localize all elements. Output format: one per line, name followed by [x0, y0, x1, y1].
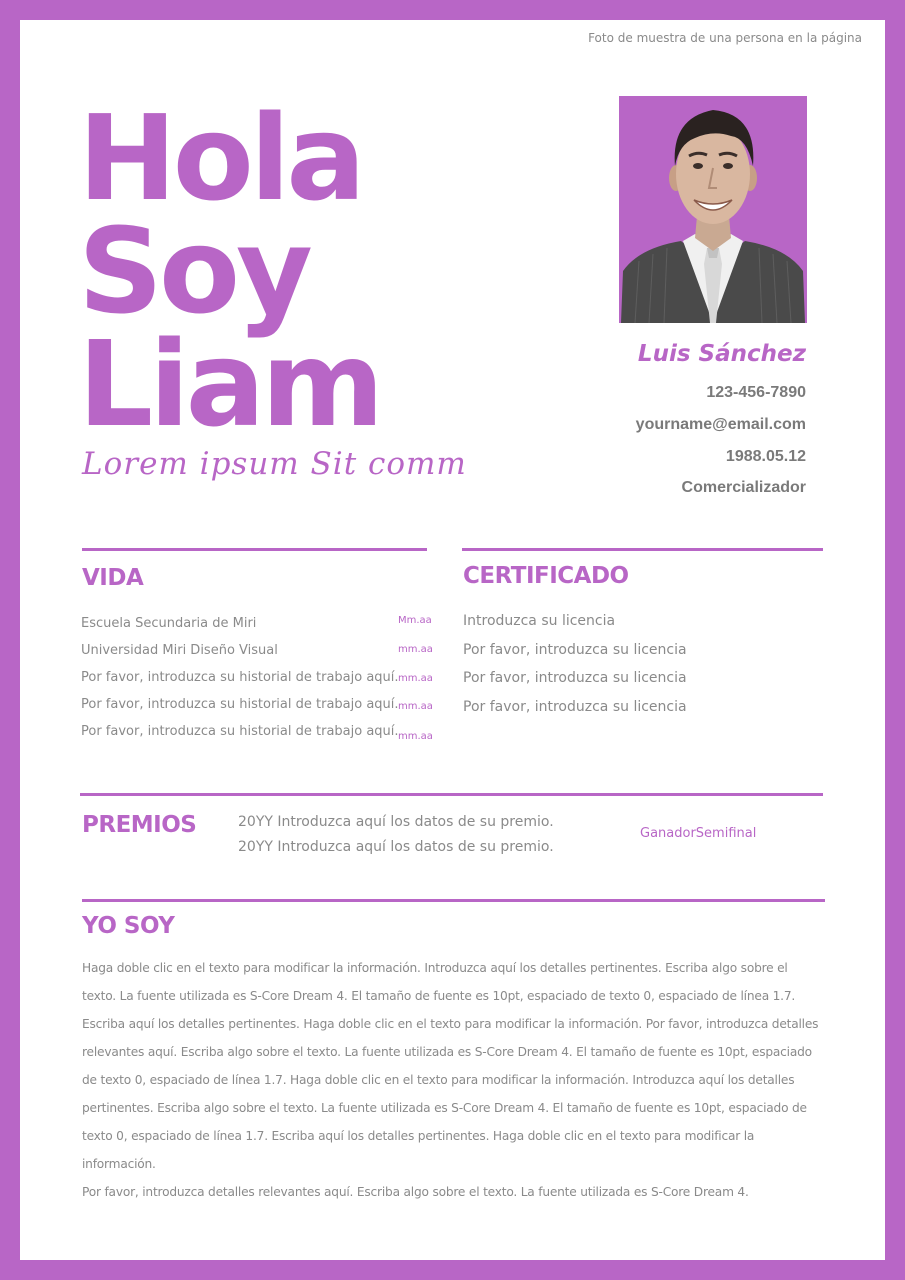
vida-item-date: mm.aa	[398, 644, 433, 655]
email-address: yourname@email.com	[635, 416, 806, 433]
photo-note: Foto de muestra de una persona en la página	[588, 31, 862, 45]
bio-line: Haga doble clic en el texto para modificar la información. Introduzca aquí los detalles pertinentes. Escriba algo sobre el	[82, 961, 788, 975]
bio-line: pertinentes. Escriba algo sobre el texto. La fuente utilizada es S-Core Dream 4. El tamaño de fuente es 10pt, espaciado de	[82, 1101, 807, 1115]
bio-line: Por favor, introduzca detalles relevantes aquí. Escriba algo sobre el texto. La fuente utilizada es S-Core Dream 4.	[82, 1185, 749, 1199]
profile-photo	[619, 96, 807, 323]
vida-item-text: Por favor, introduzca su historial de trabajo aquí.	[81, 670, 399, 685]
premios-heading: PREMIOS	[82, 812, 197, 838]
yo-soy-divider	[82, 899, 825, 902]
vida-divider	[82, 548, 427, 551]
cert-item: Por favor, introduzca su licencia	[463, 670, 687, 686]
birth-date: 1988.05.12	[725, 448, 806, 465]
vida-item-text: Universidad Miri Diseño Visual	[81, 643, 278, 658]
hero-subtitle: Lorem ipsum Sit comm	[82, 446, 467, 482]
cert-item: Por favor, introduzca su licencia	[463, 699, 687, 715]
bio-line: texto. La fuente utilizada es S-Core Dream 4. El tamaño de fuente es 10pt, espaciado de texto 0, espaciado de línea 1.7.	[82, 989, 796, 1003]
certificado-divider	[462, 548, 823, 551]
award-tag: GanadorSemifinal	[640, 826, 757, 841]
bio-line: Escriba aquí los detalles pertinentes. Haga doble clic en el texto para modificar la información. Por favor, introduzca detalles	[82, 1017, 819, 1031]
bio-line: texto 0, espaciado de línea 1.7. Escriba aquí los detalles pertinentes. Haga doble clic en el texto para modificar la información.	[82, 1129, 755, 1171]
person-portrait-image	[619, 96, 807, 323]
yo-soy-heading: YO SOY	[82, 913, 175, 939]
vida-item-date: mm.aa	[398, 673, 433, 684]
hero-title	[78, 89, 381, 453]
resume-page	[20, 20, 885, 1260]
hero-line-2: Soy	[78, 202, 309, 340]
cert-item: Por favor, introduzca su licencia	[463, 642, 687, 658]
vida-item-text: Por favor, introduzca su historial de trabajo aquí.	[81, 697, 399, 712]
certificado-heading: CERTIFICADO	[463, 563, 629, 589]
cert-item: Introduzca su licencia	[463, 613, 616, 629]
hero-line-1: Hola	[78, 89, 362, 227]
job-role: Comercializador	[681, 479, 806, 496]
bio-line: relevantes aquí. Escriba algo sobre el texto. La fuente utilizada es S-Core Dream 4. El tamaño de fuente es 10pt, espaciado	[82, 1045, 812, 1059]
vida-item-text: Escuela Secundaria de Miri	[81, 616, 257, 631]
award-item: 20YY Introduzca aquí los datos de su premio.	[238, 839, 554, 855]
premios-divider	[80, 793, 823, 796]
phone-number: 123-456-7890	[706, 384, 806, 401]
award-item: 20YY Introduzca aquí los datos de su premio.	[238, 814, 554, 830]
vida-item-text: Por favor, introduzca su historial de trabajo aquí.	[81, 724, 399, 739]
vida-item-date: Mm.aa	[398, 615, 432, 626]
hero-line-3: Liam	[78, 315, 381, 453]
vida-item-date: mm.aa	[398, 731, 433, 742]
bio-line: de texto 0, espaciado de línea 1.7. Haga doble clic en el texto para modificar la información. Introduzca aquí los detalles	[82, 1073, 795, 1087]
vida-item-date: mm.aa	[398, 701, 433, 712]
bio-paragraph	[82, 954, 827, 1206]
person-name: Luis Sánchez	[637, 341, 806, 367]
vida-heading: VIDA	[82, 565, 144, 591]
